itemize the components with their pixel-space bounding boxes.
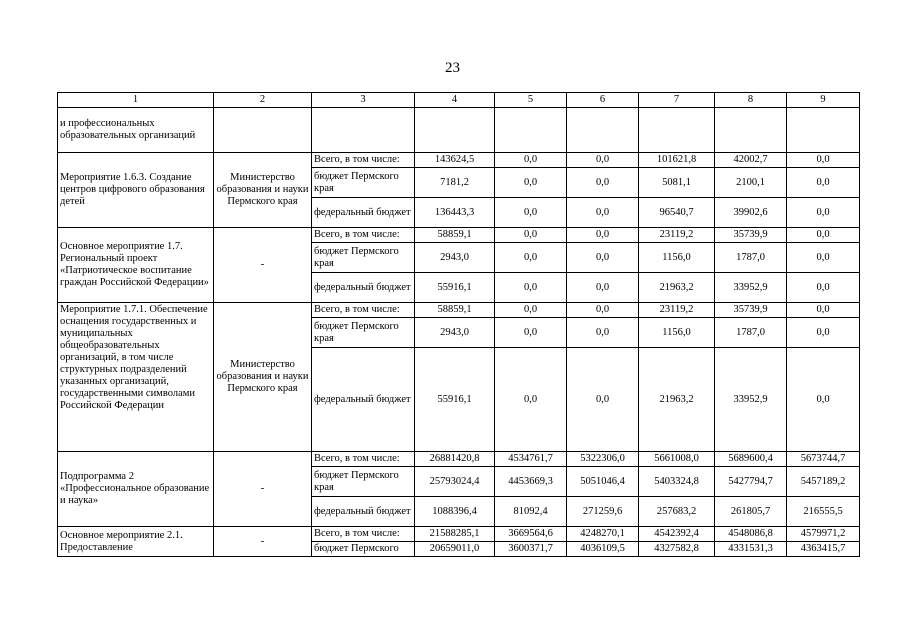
value-cell: 1156,0	[639, 318, 715, 348]
value-cell: 143624,5	[415, 153, 495, 168]
header-row	[58, 93, 860, 108]
measure-name: Подпрограмма 2 «Профессиональное образование и наука»	[58, 452, 214, 527]
header-cell: 3	[312, 93, 415, 108]
value-cell: 4331531,3	[715, 542, 787, 557]
value-cell: 2943,0	[415, 243, 495, 273]
executor-cell: -	[214, 228, 312, 303]
value-cell: 0,0	[567, 198, 639, 228]
value-cell: 0,0	[495, 273, 567, 303]
value-cell: 0,0	[787, 318, 860, 348]
value-cell: 0,0	[787, 243, 860, 273]
header-cell: 8	[715, 93, 787, 108]
value-cell: 3669564,6	[495, 527, 567, 542]
table-row	[58, 228, 860, 243]
table-row	[58, 452, 860, 467]
value-cell: 96540,7	[639, 198, 715, 228]
value-cell: 0,0	[567, 303, 639, 318]
value-cell: 1787,0	[715, 243, 787, 273]
value-cell: 4363415,7	[787, 542, 860, 557]
value-cell: 0,0	[787, 348, 860, 452]
value-cell: 4453669,3	[495, 467, 567, 497]
header-cell: 2	[214, 93, 312, 108]
source-cell: бюджет Пермского края	[312, 168, 415, 198]
value-cell: 271259,6	[567, 497, 639, 527]
value-cell: 35739,9	[715, 228, 787, 243]
value-cell: 42002,7	[715, 153, 787, 168]
source-cell: федеральный бюджет	[312, 348, 415, 452]
value-cell: 101621,8	[639, 153, 715, 168]
value-cell: 5457189,2	[787, 467, 860, 497]
value-cell: 261805,7	[715, 497, 787, 527]
value-cell: 4548086,8	[715, 527, 787, 542]
header-cell: 4	[415, 93, 495, 108]
source-cell: федеральный бюджет	[312, 273, 415, 303]
value-cell: 0,0	[495, 318, 567, 348]
executor-cell: -	[214, 452, 312, 527]
value-cell: 0,0	[567, 228, 639, 243]
value-cell: 0,0	[567, 168, 639, 198]
value-cell: 0,0	[787, 198, 860, 228]
value-cell: 0,0	[787, 153, 860, 168]
header-cell: 9	[787, 93, 860, 108]
source-cell: Всего, в том числе:	[312, 527, 415, 542]
source-cell: федеральный бюджет	[312, 497, 415, 527]
executor-cell: Министерство образования и науки Пермского края	[214, 153, 312, 228]
table-row	[58, 303, 860, 318]
value-cell: 21588285,1	[415, 527, 495, 542]
value-cell: 4036109,5	[567, 542, 639, 557]
value-cell: 58859,1	[415, 303, 495, 318]
executor-cell: Министерство образования и науки Пермского края	[214, 303, 312, 452]
value-cell: 81092,4	[495, 497, 567, 527]
value-cell: 20659011,0	[415, 542, 495, 557]
value-cell: 2100,1	[715, 168, 787, 198]
value-cell: 5427794,7	[715, 467, 787, 497]
value-cell: 4534761,7	[495, 452, 567, 467]
value-cell: 5661008,0	[639, 452, 715, 467]
value-cell: 55916,1	[415, 348, 495, 452]
source-cell: федеральный бюджет	[312, 198, 415, 228]
table-row	[58, 108, 860, 153]
value-cell: 1787,0	[715, 318, 787, 348]
value-cell: 5081,1	[639, 168, 715, 198]
value-cell: 5322306,0	[567, 452, 639, 467]
source-cell: Всего, в том числе:	[312, 153, 415, 168]
header-cell: 7	[639, 93, 715, 108]
value-cell: 0,0	[787, 228, 860, 243]
executor-cell: -	[214, 527, 312, 557]
value-cell: 55916,1	[415, 273, 495, 303]
value-cell: 5403324,8	[639, 467, 715, 497]
source-cell: бюджет Пермского края	[312, 243, 415, 273]
value-cell: 0,0	[567, 243, 639, 273]
table-row	[58, 153, 860, 168]
value-cell: 1088396,4	[415, 497, 495, 527]
header-cell: 6	[567, 93, 639, 108]
value-cell: 0,0	[567, 153, 639, 168]
value-cell: 5051046,4	[567, 467, 639, 497]
value-cell: 136443,3	[415, 198, 495, 228]
value-cell: 4248270,1	[567, 527, 639, 542]
value-cell: 0,0	[495, 243, 567, 273]
value-cell: 39902,6	[715, 198, 787, 228]
measure-name: Основное мероприятие 2.1. Предоставление	[58, 527, 214, 557]
value-cell: 5689600,4	[715, 452, 787, 467]
continuation-cell: и профессиональных образовательных организаций	[58, 108, 214, 153]
value-cell: 0,0	[567, 348, 639, 452]
source-cell: бюджет Пермского края	[312, 318, 415, 348]
value-cell: 4579971,2	[787, 527, 860, 542]
financing-table	[57, 92, 860, 557]
value-cell: 35739,9	[715, 303, 787, 318]
value-cell: 0,0	[787, 168, 860, 198]
value-cell: 5673744,7	[787, 452, 860, 467]
value-cell: 26881420,8	[415, 452, 495, 467]
value-cell: 21963,2	[639, 273, 715, 303]
value-cell: 7181,2	[415, 168, 495, 198]
value-cell: 25793024,4	[415, 467, 495, 497]
value-cell: 0,0	[567, 318, 639, 348]
value-cell: 0,0	[495, 348, 567, 452]
value-cell: 0,0	[495, 153, 567, 168]
value-cell: 4542392,4	[639, 527, 715, 542]
value-cell: 0,0	[495, 228, 567, 243]
header-cell: 1	[58, 93, 214, 108]
measure-name: Мероприятие 1.6.3. Создание центров цифрового образования детей	[58, 153, 214, 228]
measure-name: Мероприятие 1.7.1. Обеспечение оснащения государственных и муниципальных общеобразовательных организаций, в том числе структурных подразделений указанных организаций, государственными символами Российской Федерации	[58, 303, 214, 452]
value-cell: 257683,2	[639, 497, 715, 527]
source-cell: Всего, в том числе:	[312, 452, 415, 467]
value-cell: 33952,9	[715, 273, 787, 303]
value-cell: 33952,9	[715, 348, 787, 452]
value-cell: 1156,0	[639, 243, 715, 273]
value-cell: 0,0	[787, 303, 860, 318]
value-cell: 3600371,7	[495, 542, 567, 557]
measure-name: Основное мероприятие 1.7. Региональный проект «Патриотическое воспитание граждан Российской Федерации»	[58, 228, 214, 303]
source-cell: бюджет Пермского	[312, 542, 415, 557]
value-cell: 0,0	[495, 303, 567, 318]
table-row	[58, 527, 860, 542]
value-cell: 2943,0	[415, 318, 495, 348]
value-cell: 23119,2	[639, 228, 715, 243]
source-cell: бюджет Пермского края	[312, 467, 415, 497]
header-cell: 5	[495, 93, 567, 108]
value-cell: 4327582,8	[639, 542, 715, 557]
source-cell: Всего, в том числе:	[312, 228, 415, 243]
value-cell: 0,0	[495, 198, 567, 228]
page-number: 23	[445, 60, 460, 76]
value-cell: 23119,2	[639, 303, 715, 318]
value-cell: 216555,5	[787, 497, 860, 527]
value-cell: 58859,1	[415, 228, 495, 243]
value-cell: 0,0	[787, 273, 860, 303]
value-cell: 0,0	[495, 168, 567, 198]
value-cell: 0,0	[567, 273, 639, 303]
value-cell: 21963,2	[639, 348, 715, 452]
source-cell: Всего, в том числе:	[312, 303, 415, 318]
